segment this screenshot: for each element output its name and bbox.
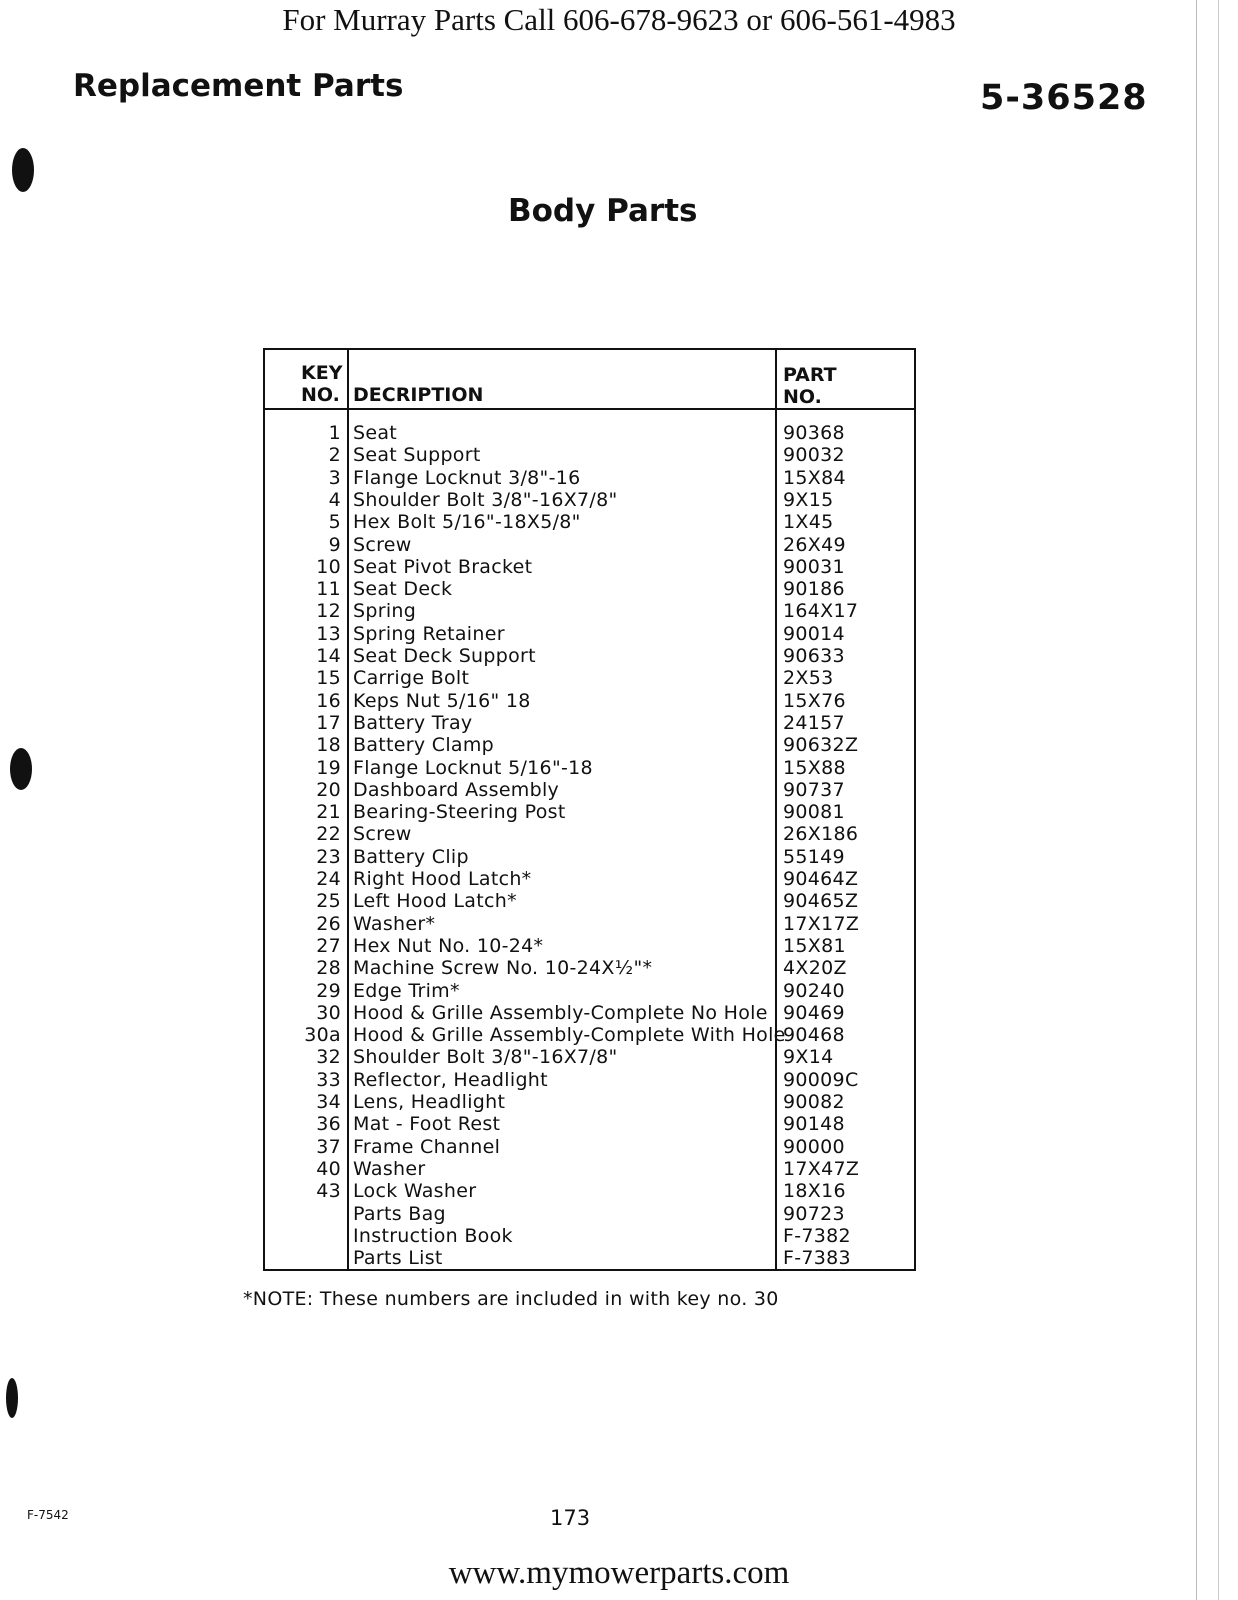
part-number-cell: 90186 bbox=[783, 578, 845, 601]
part-number-cell: 90009C bbox=[783, 1068, 859, 1091]
key-cell: 21 bbox=[316, 801, 341, 824]
part-number-cell: 26X49 bbox=[783, 533, 846, 556]
key-cell: 10 bbox=[316, 555, 341, 578]
table-row bbox=[265, 1136, 914, 1158]
description-cell: Lock Washer bbox=[353, 1180, 477, 1203]
binder-hole bbox=[6, 1378, 18, 1418]
part-number-cell: 2X53 bbox=[783, 667, 834, 690]
part-number-cell: 15X84 bbox=[783, 466, 846, 489]
description-cell: Carrige Bolt bbox=[353, 667, 470, 690]
part-number-cell: 90032 bbox=[783, 444, 845, 467]
part-number-cell: 4X20Z bbox=[783, 957, 847, 980]
table-row bbox=[265, 823, 914, 845]
description-cell: Battery Clamp bbox=[353, 734, 495, 757]
description-cell: Machine Screw No. 10-24X½"* bbox=[353, 957, 653, 980]
table-row bbox=[265, 1069, 914, 1091]
binder-hole bbox=[10, 748, 32, 790]
key-cell: 1 bbox=[328, 422, 341, 444]
table-row bbox=[265, 734, 914, 756]
key-cell: 18 bbox=[316, 734, 341, 757]
description-cell: Right Hood Latch* bbox=[353, 868, 532, 890]
part-number-cell: 9X14 bbox=[783, 1046, 834, 1069]
part-number-cell: 18X16 bbox=[783, 1180, 846, 1203]
table-row bbox=[265, 1046, 914, 1068]
description-cell: Left Hood Latch* bbox=[353, 890, 517, 913]
key-cell: 34 bbox=[316, 1091, 341, 1113]
description-cell: Seat bbox=[353, 422, 398, 444]
part-number-cell: 1X45 bbox=[783, 511, 834, 534]
key-cell: 4 bbox=[328, 488, 341, 511]
header-part-line1: PART bbox=[783, 364, 837, 386]
table-row bbox=[265, 467, 914, 489]
table-row bbox=[265, 578, 914, 600]
header-description: DECRIPTION bbox=[353, 384, 484, 406]
key-cell: 17 bbox=[316, 711, 341, 734]
description-cell: Battery Clip bbox=[353, 845, 469, 868]
key-cell: 28 bbox=[316, 957, 341, 980]
key-cell: 11 bbox=[316, 578, 341, 601]
key-cell: 9 bbox=[328, 533, 341, 556]
key-cell: 22 bbox=[316, 823, 341, 846]
description-cell: Seat Pivot Bracket bbox=[353, 555, 533, 578]
table-row bbox=[265, 645, 914, 667]
description-cell: Hex Nut No. 10-24* bbox=[353, 934, 544, 957]
website-url: www.mymowerparts.com bbox=[448, 1555, 790, 1591]
table-row bbox=[265, 1002, 914, 1024]
scan-edge bbox=[1196, 0, 1197, 1600]
key-cell: 36 bbox=[316, 1113, 341, 1136]
part-number-cell: F-7382 bbox=[783, 1224, 851, 1247]
table-row bbox=[265, 980, 914, 1002]
part-number-cell: 90082 bbox=[783, 1091, 845, 1113]
part-number-cell: 90468 bbox=[783, 1024, 845, 1047]
table-row bbox=[265, 623, 914, 645]
part-number-cell: 90000 bbox=[783, 1135, 845, 1158]
page-number: 173 bbox=[550, 1506, 591, 1530]
part-number-cell: 90469 bbox=[783, 1001, 845, 1024]
key-cell: 30a bbox=[304, 1024, 341, 1047]
table-row bbox=[265, 1113, 914, 1135]
table-row bbox=[265, 444, 914, 466]
part-number-cell: 55149 bbox=[783, 845, 845, 868]
table-row bbox=[265, 1024, 914, 1046]
description-cell: Seat Deck Support bbox=[353, 645, 536, 667]
footnote: *NOTE: These numbers are included in with key no. 30 bbox=[243, 1288, 779, 1310]
description-cell: Parts Bag bbox=[353, 1202, 446, 1225]
header-divider bbox=[265, 408, 914, 410]
part-number-cell: F-7383 bbox=[783, 1247, 851, 1270]
header-part-line2: NO. bbox=[783, 386, 822, 408]
key-cell: 19 bbox=[316, 756, 341, 779]
table-row bbox=[265, 846, 914, 868]
description-cell: Battery Tray bbox=[353, 711, 473, 734]
part-number-cell: 90465Z bbox=[783, 890, 859, 913]
table-row bbox=[265, 489, 914, 511]
key-cell: 25 bbox=[316, 890, 341, 913]
description-cell: Screw bbox=[353, 823, 412, 846]
table-row bbox=[265, 1247, 914, 1269]
description-cell: Seat Deck bbox=[353, 578, 453, 601]
description-cell: Screw bbox=[353, 533, 412, 556]
table-row bbox=[265, 556, 914, 578]
part-number-cell: 9X15 bbox=[783, 488, 834, 511]
description-cell: Keps Nut 5/16" 18 bbox=[353, 689, 531, 712]
form-code: F-7542 bbox=[27, 1508, 69, 1522]
part-number-cell: 164X17 bbox=[783, 600, 859, 623]
key-cell: 43 bbox=[316, 1180, 341, 1203]
table-row bbox=[265, 1180, 914, 1202]
key-cell: 27 bbox=[316, 934, 341, 957]
part-number-cell: 90148 bbox=[783, 1113, 845, 1136]
part-number-cell: 26X186 bbox=[783, 823, 859, 846]
key-cell: 30 bbox=[316, 1001, 341, 1024]
key-cell: 12 bbox=[316, 600, 341, 623]
table-row bbox=[265, 757, 914, 779]
key-cell: 24 bbox=[316, 868, 341, 890]
part-number-cell: 15X81 bbox=[783, 934, 846, 957]
parts-table bbox=[263, 348, 916, 1271]
part-number-cell: 90633 bbox=[783, 645, 845, 667]
description-cell: Hood & Grille Assembly-Complete With Hole bbox=[353, 1024, 786, 1047]
description-cell: Hood & Grille Assembly-Complete No Hole bbox=[353, 1001, 768, 1024]
key-cell: 26 bbox=[316, 912, 341, 935]
description-cell: Seat Support bbox=[353, 444, 481, 467]
part-number-cell: 90240 bbox=[783, 979, 845, 1002]
part-number-cell: 15X76 bbox=[783, 689, 846, 712]
table-row bbox=[265, 1225, 914, 1247]
header-key-line1: KEY bbox=[301, 362, 343, 384]
table-row bbox=[265, 422, 914, 444]
header-key-line2: NO. bbox=[301, 384, 340, 406]
part-number-cell: 17X17Z bbox=[783, 912, 860, 935]
table-row bbox=[265, 868, 914, 890]
table-row bbox=[265, 1158, 914, 1180]
part-number-cell: 90632Z bbox=[783, 734, 859, 757]
key-cell: 13 bbox=[316, 622, 341, 645]
key-cell: 33 bbox=[316, 1068, 341, 1091]
description-cell: Frame Channel bbox=[353, 1135, 501, 1158]
phone-banner: For Murray Parts Call 606-678-9623 or 606-561-4983 bbox=[282, 2, 956, 37]
key-cell: 40 bbox=[316, 1157, 341, 1180]
description-cell: Washer* bbox=[353, 912, 436, 935]
scan-edge bbox=[1218, 0, 1219, 1600]
table-row bbox=[265, 890, 914, 912]
part-number-cell: 90737 bbox=[783, 778, 845, 801]
table-row bbox=[265, 801, 914, 823]
model-number: 5-36528 bbox=[980, 78, 1148, 118]
description-cell: Spring bbox=[353, 600, 417, 623]
description-cell: Reflector, Headlight bbox=[353, 1068, 548, 1091]
description-cell: Hex Bolt 5/16"-18X5/8" bbox=[353, 511, 581, 534]
description-cell: Bearing-Steering Post bbox=[353, 801, 566, 824]
description-cell: Shoulder Bolt 3/8"-16X7/8" bbox=[353, 488, 618, 511]
key-cell: 3 bbox=[328, 466, 341, 489]
table-row bbox=[265, 1203, 914, 1225]
part-number-cell: 90723 bbox=[783, 1202, 845, 1225]
key-cell: 16 bbox=[316, 689, 341, 712]
part-number-cell: 90014 bbox=[783, 622, 845, 645]
table-row bbox=[265, 600, 914, 622]
description-cell: Instruction Book bbox=[353, 1224, 513, 1247]
key-cell: 15 bbox=[316, 667, 341, 690]
part-number-cell: 90081 bbox=[783, 801, 845, 824]
description-cell: Edge Trim* bbox=[353, 979, 460, 1002]
part-number-cell: 90031 bbox=[783, 555, 845, 578]
description-cell: Mat - Foot Rest bbox=[353, 1113, 501, 1136]
section-title: Replacement Parts bbox=[73, 68, 404, 104]
table-row bbox=[265, 913, 914, 935]
table-row bbox=[265, 511, 914, 533]
description-cell: Spring Retainer bbox=[353, 622, 505, 645]
table-row bbox=[265, 712, 914, 734]
table-row bbox=[265, 667, 914, 689]
table-row bbox=[265, 1091, 914, 1113]
description-cell: Washer bbox=[353, 1157, 426, 1180]
key-cell: 32 bbox=[316, 1046, 341, 1069]
table-row bbox=[265, 935, 914, 957]
key-cell: 14 bbox=[316, 645, 341, 667]
description-cell: Parts List bbox=[353, 1247, 443, 1270]
table-row bbox=[265, 690, 914, 712]
part-number-cell: 24157 bbox=[783, 711, 845, 734]
key-cell: 29 bbox=[316, 979, 341, 1002]
key-cell: 37 bbox=[316, 1135, 341, 1158]
table-row bbox=[265, 779, 914, 801]
page-heading: Body Parts bbox=[508, 193, 698, 229]
key-cell: 20 bbox=[316, 778, 341, 801]
description-cell: Dashboard Assembly bbox=[353, 778, 560, 801]
binder-hole bbox=[12, 148, 34, 192]
table-row bbox=[265, 957, 914, 979]
part-number-cell: 90464Z bbox=[783, 868, 859, 890]
key-cell: 2 bbox=[328, 444, 341, 467]
part-number-cell: 15X88 bbox=[783, 756, 846, 779]
description-cell: Lens, Headlight bbox=[353, 1091, 506, 1113]
key-cell: 5 bbox=[328, 511, 341, 534]
part-number-cell: 90368 bbox=[783, 422, 845, 444]
key-cell: 23 bbox=[316, 845, 341, 868]
table-row bbox=[265, 534, 914, 556]
description-cell: Shoulder Bolt 3/8"-16X7/8" bbox=[353, 1046, 618, 1069]
part-number-cell: 17X47Z bbox=[783, 1157, 860, 1180]
description-cell: Flange Locknut 3/8"-16 bbox=[353, 466, 581, 489]
description-cell: Flange Locknut 5/16"-18 bbox=[353, 756, 593, 779]
